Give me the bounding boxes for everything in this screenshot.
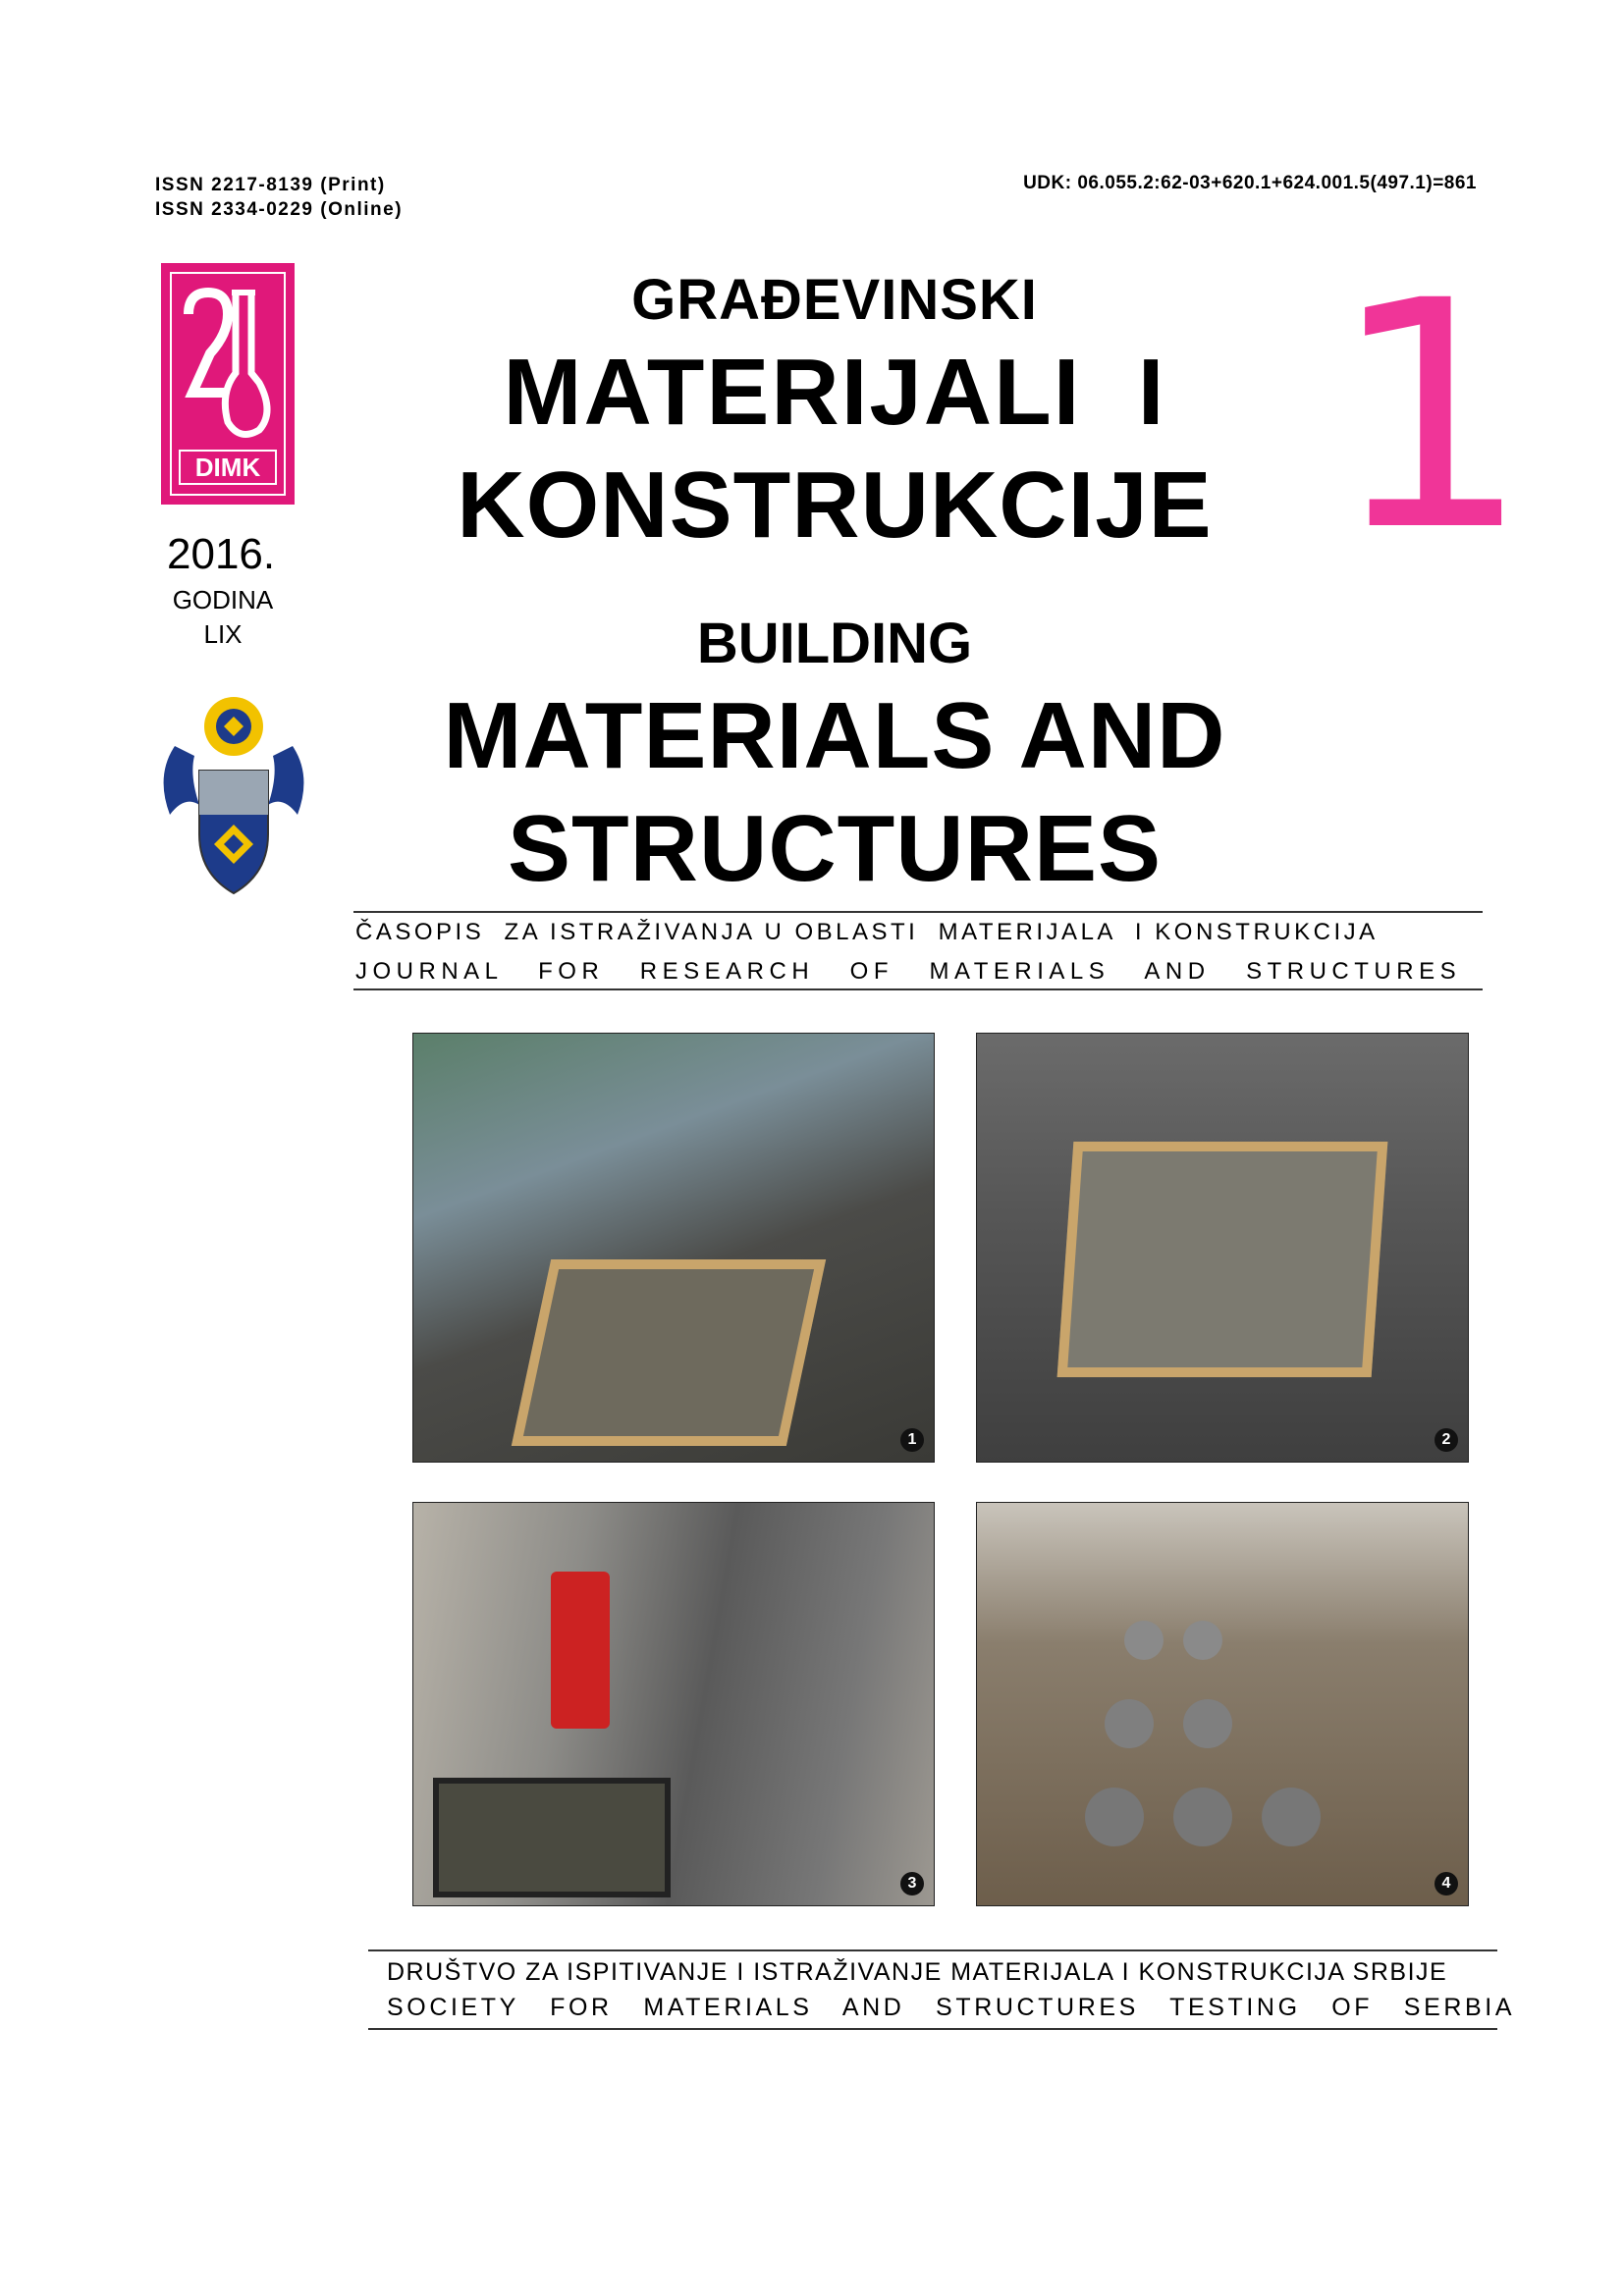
photo-number-badge: 4 (1435, 1872, 1458, 1896)
title-sr-line1: GRAĐEVINSKI (631, 268, 1038, 332)
logo-label: DIMK (179, 450, 277, 485)
subtitle-en: JOURNAL FOR RESEARCH OF MATERIALS AND STRUCTURES (355, 958, 1462, 985)
mold-frame (512, 1259, 826, 1446)
godina-label: GODINA (172, 585, 274, 614)
title-sr-line3: KONSTRUKCIJE (457, 453, 1213, 558)
volume-number: LIX (203, 619, 243, 649)
photo-number-badge: 2 (1435, 1428, 1458, 1452)
core-sample (1105, 1699, 1154, 1748)
photo-4 (976, 1502, 1469, 1906)
photo-number-badge: 1 (900, 1428, 924, 1452)
subtitle-bottom-rule (353, 988, 1483, 990)
core-sample (1085, 1788, 1144, 1846)
mold-frame (1057, 1142, 1388, 1377)
society-crest-icon (155, 687, 312, 898)
subtitle-top-rule (353, 911, 1483, 913)
footer-bottom-rule (368, 2028, 1497, 2030)
footer-top-rule (368, 1949, 1497, 1951)
core-sample (1173, 1788, 1232, 1846)
photo-1 (412, 1033, 935, 1463)
issn-print: ISSN 2217-8139 (Print) (155, 175, 386, 195)
flask-icon (181, 285, 275, 442)
udk-code: UDK: 06.055.2:62-03+620.1+624.001.5(497.1)=861 (1023, 173, 1477, 193)
subtitle-sr: ČASOPIS ZA ISTRAŽIVANJA U OBLASTI MATERIJALA I KONSTRUKCIJA (355, 919, 1379, 945)
title-sr-line2: MATERIJALI I (503, 340, 1166, 445)
issn-block (155, 173, 403, 222)
core-sample (1124, 1621, 1164, 1660)
photo-2 (976, 1033, 1469, 1463)
issue-number: 1 (1330, 235, 1531, 600)
title-en-line3: STRUCTURES (507, 796, 1162, 901)
mold-slab (433, 1778, 671, 1897)
photo-number-badge: 3 (900, 1872, 924, 1896)
society-en: SOCIETY FOR MATERIALS AND STRUCTURES TESTING OF SERBIA (387, 1994, 1516, 2021)
society-sr: DRUŠTVO ZA ISPITIVANJE I ISTRAŽIVANJE MATERIJALA I KONSTRUKCIJA SRBIJE (387, 1958, 1448, 1986)
dimk-logo (161, 263, 295, 505)
photo-3 (412, 1502, 935, 1906)
core-sample (1183, 1621, 1222, 1660)
title-en-line1: BUILDING (696, 612, 973, 675)
title-en-line2: MATERIALS AND (443, 683, 1226, 788)
year: 2016. (167, 530, 276, 578)
issn-online: ISSN 2334-0229 (Online) (155, 199, 404, 220)
core-sample (1262, 1788, 1321, 1846)
core-sample (1183, 1699, 1232, 1748)
drill-body (551, 1572, 610, 1729)
